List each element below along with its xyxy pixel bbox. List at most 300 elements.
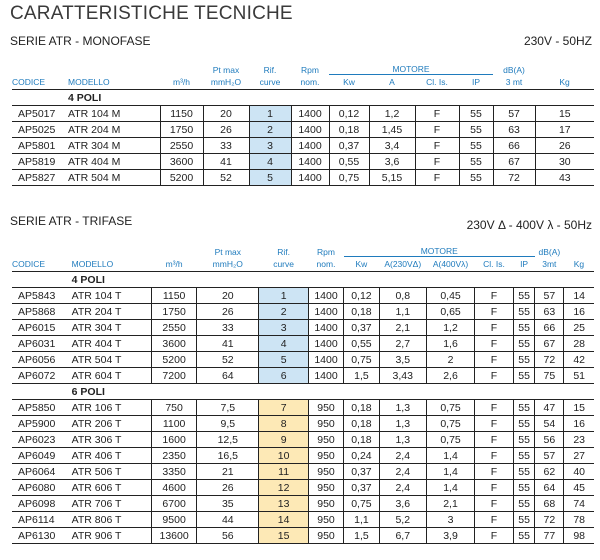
cell-modello: ATR 406 T	[66, 448, 152, 464]
cell-codice: AP6064	[12, 464, 66, 480]
cell-rpm: 1400	[308, 288, 343, 304]
cell-a230: 0,8	[379, 288, 426, 304]
cell-rif: 11	[259, 464, 308, 480]
cell-kw: 0,12	[344, 288, 379, 304]
cell-cl: F	[475, 512, 514, 528]
cell-codice: AP5868	[12, 304, 66, 320]
cell-kg: 42	[564, 352, 594, 368]
cell-rpm: 1400	[308, 320, 343, 336]
col-a230: A(230VΔ)	[379, 257, 426, 272]
cell-modello: ATR 504 M	[62, 170, 160, 186]
cell-kg: 27	[564, 448, 594, 464]
cell-ip: 55	[513, 416, 535, 432]
cell-codice: AP5843	[12, 288, 66, 304]
cell-rpm: 1400	[291, 106, 329, 122]
cell-a400: 0,75	[426, 400, 474, 416]
cell-ip: 55	[513, 288, 535, 304]
table-row	[12, 122, 594, 138]
cell-cl: F	[475, 416, 514, 432]
cell-kg: 15	[535, 106, 594, 122]
cell-a: 3,6	[369, 154, 415, 170]
cell-rpm: 950	[308, 464, 343, 480]
cell-a230: 2,4	[379, 480, 426, 496]
cell-db: 64	[535, 480, 564, 496]
cell-a230: 2,4	[379, 448, 426, 464]
table-row	[12, 304, 594, 320]
cell-rif: 3	[249, 138, 291, 154]
cell-db: 63	[493, 122, 535, 138]
cell-ip: 55	[513, 512, 535, 528]
cell-codice: AP6023	[12, 432, 66, 448]
cell-a400: 2,1	[426, 496, 474, 512]
cell-kg: 45	[564, 480, 594, 496]
cell-cl: F	[475, 304, 514, 320]
cell-a400: 1,4	[426, 480, 474, 496]
cell-modello: ATR 504 T	[66, 352, 152, 368]
cell-cl: F	[475, 336, 514, 352]
cell-kg: 16	[564, 304, 594, 320]
cell-kg: 26	[535, 138, 594, 154]
cell-m3h: 3600	[160, 154, 203, 170]
cell-m3h: 1750	[152, 304, 197, 320]
cell-db: 62	[535, 464, 564, 480]
cell-m3h: 1150	[152, 288, 197, 304]
cell-m3h: 5200	[160, 170, 203, 186]
cell-rpm: 1400	[308, 304, 343, 320]
cell-a230: 1,3	[379, 416, 426, 432]
series-mono-header	[10, 34, 592, 48]
cell-a400: 3,9	[426, 528, 474, 544]
cell-rpm: 950	[308, 528, 343, 544]
cell-db: 47	[535, 400, 564, 416]
col-m3h: m³/h	[152, 257, 197, 272]
col-db: dB(A)	[503, 64, 525, 75]
cell-kw: 0,75	[344, 496, 379, 512]
cell-rif: 10	[259, 448, 308, 464]
cell-a230: 1,3	[379, 400, 426, 416]
cell-modello: ATR 206 T	[66, 416, 152, 432]
col-ip: IP	[513, 257, 535, 272]
cell-rpm: 1400	[291, 170, 329, 186]
col-kg: Kg	[564, 257, 594, 272]
col-rpm: Rpm	[317, 246, 335, 257]
cell-rif: 13	[259, 496, 308, 512]
col-codice: CODICE	[12, 257, 66, 272]
cell-a230: 2,1	[379, 320, 426, 336]
cell-db: 67	[535, 336, 564, 352]
col-motore: MOTORE	[392, 64, 430, 74]
cell-rif: 12	[259, 480, 308, 496]
cell-a400: 0,75	[426, 432, 474, 448]
table-row	[12, 528, 594, 544]
cell-a400: 1,6	[426, 336, 474, 352]
cell-m3h: 4600	[152, 480, 197, 496]
series-tri-voltage: 230V Δ - 400V λ - 50Hz	[466, 218, 592, 232]
cell-pt: 35	[197, 496, 259, 512]
cell-modello: ATR 304 T	[66, 320, 152, 336]
cell-m3h: 9500	[152, 512, 197, 528]
series-tri-header	[10, 214, 592, 232]
cell-m3h: 1600	[152, 432, 197, 448]
cell-db: 75	[535, 368, 564, 384]
col-rif-sub: curve	[249, 75, 291, 90]
cell-codice: AP6098	[12, 496, 66, 512]
series-tri-title: SERIE ATR - TRIFASE	[10, 214, 133, 228]
table-row	[12, 352, 594, 368]
cell-cl: F	[415, 170, 459, 186]
col-rif: Rif.	[277, 246, 290, 257]
cell-kw: 0,75	[344, 352, 379, 368]
cell-pt: 41	[197, 336, 259, 352]
cell-ip: 55	[459, 138, 493, 154]
cell-pt: 21	[197, 464, 259, 480]
cell-a230: 3,43	[379, 368, 426, 384]
cell-codice: AP6031	[12, 336, 66, 352]
cell-kg: 74	[564, 496, 594, 512]
cell-rif: 4	[249, 154, 291, 170]
cell-kw: 0,18	[344, 416, 379, 432]
cell-pt: 52	[203, 170, 249, 186]
cell-rif: 1	[249, 106, 291, 122]
col-ptmax-unit: mmH₂O	[197, 257, 259, 272]
cell-db: 66	[535, 320, 564, 336]
page-title: CARATTERISTICHE TECNICHE	[10, 3, 293, 24]
col-kw: Kw	[344, 257, 379, 272]
cell-cl: F	[475, 496, 514, 512]
cell-a230: 1,3	[379, 432, 426, 448]
cell-modello: ATR 404 T	[66, 336, 152, 352]
cell-rif: 7	[259, 400, 308, 416]
cell-rif: 8	[259, 416, 308, 432]
col-ptmax: Pt max	[214, 246, 242, 257]
cell-pt: 52	[197, 352, 259, 368]
cell-cl: F	[475, 320, 514, 336]
cell-m3h: 6700	[152, 496, 197, 512]
cell-kw: 0,18	[344, 304, 379, 320]
cell-kg: 23	[564, 432, 594, 448]
cell-a400: 0,75	[426, 416, 474, 432]
cell-modello: ATR 204 M	[62, 122, 160, 138]
cell-cl: F	[475, 352, 514, 368]
cell-a230: 1,1	[379, 304, 426, 320]
cell-modello: ATR 104 T	[66, 288, 152, 304]
cell-a: 3,4	[369, 138, 415, 154]
cell-pt: 20	[203, 106, 249, 122]
col-rif: Rif.	[263, 64, 277, 75]
cell-kg: 16	[564, 416, 594, 432]
cell-a400: 2,6	[426, 368, 474, 384]
cell-db: 68	[535, 496, 564, 512]
cell-rpm: 950	[308, 480, 343, 496]
cell-codice: AP6080	[12, 480, 66, 496]
cell-kg: 51	[564, 368, 594, 384]
table-row	[12, 496, 594, 512]
col-rpm: Rpm	[301, 64, 319, 75]
cell-db: 63	[535, 304, 564, 320]
cell-ip: 55	[513, 448, 535, 464]
cell-rpm: 1400	[291, 122, 329, 138]
cell-codice: AP6049	[12, 448, 66, 464]
cell-pt: 56	[197, 528, 259, 544]
cell-kg: 40	[564, 464, 594, 480]
cell-a400: 3	[426, 512, 474, 528]
cell-a400: 0,65	[426, 304, 474, 320]
cell-modello: ATR 506 T	[66, 464, 152, 480]
cell-m3h: 2350	[152, 448, 197, 464]
cell-rpm: 1400	[291, 138, 329, 154]
col-rpm-sub: nom.	[291, 75, 329, 90]
cell-codice: AP6056	[12, 352, 66, 368]
cell-a400: 1,4	[426, 464, 474, 480]
group-label: 6 POLI	[66, 384, 594, 400]
cell-cl: F	[475, 480, 514, 496]
cell-pt: 7,5	[197, 400, 259, 416]
cell-modello: ATR 304 M	[62, 138, 160, 154]
series-mono-title: SERIE ATR - MONOFASE	[10, 34, 151, 48]
cell-a230: 3,5	[379, 352, 426, 368]
cell-cl: F	[475, 400, 514, 416]
cell-m3h: 2550	[152, 320, 197, 336]
cell-codice: AP6130	[12, 528, 66, 544]
cell-cl: F	[415, 122, 459, 138]
cell-kw: 0,37	[344, 464, 379, 480]
cell-codice: AP6072	[12, 368, 66, 384]
cell-m3h: 3600	[152, 336, 197, 352]
cell-rif: 5	[249, 170, 291, 186]
cell-a: 1,2	[369, 106, 415, 122]
cell-rpm: 950	[308, 512, 343, 528]
cell-kg: 17	[535, 122, 594, 138]
cell-rif: 2	[249, 122, 291, 138]
cell-a: 5,15	[369, 170, 415, 186]
cell-db: 54	[535, 416, 564, 432]
table-row	[12, 416, 594, 432]
cell-cl: F	[475, 528, 514, 544]
cell-kg: 15	[564, 400, 594, 416]
cell-db: 66	[493, 138, 535, 154]
cell-ip: 55	[513, 496, 535, 512]
cell-db: 77	[535, 528, 564, 544]
cell-kw: 1,5	[344, 528, 379, 544]
table-row	[12, 288, 594, 304]
col-codice: CODICE	[12, 75, 62, 90]
cell-codice: AP5819	[12, 154, 62, 170]
table-row	[12, 512, 594, 528]
col-cl: Cl. Is.	[415, 75, 459, 90]
col-db-sub: 3mt	[535, 257, 564, 272]
table-row	[12, 320, 594, 336]
table-row	[12, 154, 594, 170]
cell-kg: 98	[564, 528, 594, 544]
col-cl: Cl. Is.	[475, 257, 514, 272]
cell-modello: ATR 404 M	[62, 154, 160, 170]
cell-m3h: 1150	[160, 106, 203, 122]
cell-modello: ATR 806 T	[66, 512, 152, 528]
cell-kg: 28	[564, 336, 594, 352]
cell-pt: 64	[197, 368, 259, 384]
group-label: 4 POLI	[66, 272, 594, 288]
cell-rif: 3	[259, 320, 308, 336]
col-kg: Kg	[535, 75, 594, 90]
table-row	[12, 336, 594, 352]
cell-pt: 9,5	[197, 416, 259, 432]
col-a: A	[369, 75, 415, 90]
col-ptmax-unit: mmH₂O	[203, 75, 249, 90]
table-row	[12, 106, 594, 122]
cell-rif: 14	[259, 512, 308, 528]
cell-kg: 43	[535, 170, 594, 186]
cell-db: 67	[493, 154, 535, 170]
table-trifase	[12, 244, 594, 544]
cell-ip: 55	[459, 154, 493, 170]
cell-ip: 55	[513, 464, 535, 480]
col-motore: MOTORE	[420, 246, 458, 256]
cell-db: 57	[535, 448, 564, 464]
cell-kg: 30	[535, 154, 594, 170]
cell-cl: F	[475, 432, 514, 448]
cell-kg: 78	[564, 512, 594, 528]
cell-a230: 3,6	[379, 496, 426, 512]
cell-ip: 55	[513, 336, 535, 352]
cell-rpm: 1400	[308, 368, 343, 384]
cell-codice: AP5850	[12, 400, 66, 416]
col-m3h: m³/h	[160, 75, 203, 90]
cell-kw: 0,18	[329, 122, 369, 138]
cell-ip: 55	[513, 352, 535, 368]
cell-rif: 4	[259, 336, 308, 352]
cell-ip: 55	[513, 368, 535, 384]
cell-pt: 26	[197, 304, 259, 320]
cell-pt: 41	[203, 154, 249, 170]
col-a400: A(400Vλ)	[426, 257, 474, 272]
cell-pt: 44	[197, 512, 259, 528]
col-ip: IP	[459, 75, 493, 90]
table-row	[12, 138, 594, 154]
cell-modello: ATR 104 M	[62, 106, 160, 122]
cell-db: 57	[535, 288, 564, 304]
cell-codice: AP5025	[12, 122, 62, 138]
cell-rif: 9	[259, 432, 308, 448]
cell-m3h: 7200	[152, 368, 197, 384]
cell-pt: 20	[197, 288, 259, 304]
cell-m3h: 13600	[152, 528, 197, 544]
cell-rif: 2	[259, 304, 308, 320]
cell-a400: 1,4	[426, 448, 474, 464]
cell-ip: 55	[513, 400, 535, 416]
table-row	[12, 368, 594, 384]
cell-kw: 1,1	[344, 512, 379, 528]
cell-a230: 6,7	[379, 528, 426, 544]
cell-cl: F	[475, 448, 514, 464]
cell-ip: 55	[513, 304, 535, 320]
cell-kg: 25	[564, 320, 594, 336]
cell-db: 72	[493, 170, 535, 186]
cell-codice: AP5827	[12, 170, 62, 186]
cell-codice: AP6114	[12, 512, 66, 528]
cell-rif: 5	[259, 352, 308, 368]
series-mono-voltage: 230V - 50HZ	[523, 34, 592, 48]
cell-a230: 2,4	[379, 464, 426, 480]
cell-kw: 1,5	[344, 368, 379, 384]
cell-rpm: 950	[308, 400, 343, 416]
table-monofase	[12, 62, 594, 186]
cell-kw: 0,18	[344, 400, 379, 416]
cell-kw: 0,37	[344, 320, 379, 336]
col-kw: Kw	[329, 75, 369, 90]
cell-modello: ATR 204 T	[66, 304, 152, 320]
cell-ip: 55	[513, 432, 535, 448]
cell-m3h: 3350	[152, 464, 197, 480]
cell-kw: 0,55	[344, 336, 379, 352]
cell-db: 56	[535, 432, 564, 448]
col-modello: MODELLO	[66, 257, 152, 272]
cell-modello: ATR 306 T	[66, 432, 152, 448]
col-db-sub: 3 mt	[493, 75, 535, 90]
cell-ip: 55	[513, 320, 535, 336]
cell-m3h: 750	[152, 400, 197, 416]
cell-a230: 5,2	[379, 512, 426, 528]
cell-a400: 0,45	[426, 288, 474, 304]
cell-pt: 33	[203, 138, 249, 154]
col-db: dB(A)	[538, 246, 561, 257]
table-row	[12, 170, 594, 186]
cell-a: 1,45	[369, 122, 415, 138]
cell-db: 57	[493, 106, 535, 122]
cell-kw: 0,24	[344, 448, 379, 464]
cell-m3h: 2550	[160, 138, 203, 154]
cell-modello: ATR 106 T	[66, 400, 152, 416]
cell-pt: 16,5	[197, 448, 259, 464]
cell-cl: F	[415, 138, 459, 154]
cell-modello: ATR 606 T	[66, 480, 152, 496]
cell-rpm: 950	[308, 432, 343, 448]
table-row	[12, 400, 594, 416]
cell-db: 72	[535, 352, 564, 368]
table-row	[12, 432, 594, 448]
cell-rpm: 950	[308, 448, 343, 464]
cell-rpm: 1400	[308, 352, 343, 368]
cell-pt: 26	[203, 122, 249, 138]
col-ptmax: Pt max	[212, 64, 240, 75]
cell-rif: 1	[259, 288, 308, 304]
cell-kg: 14	[564, 288, 594, 304]
cell-codice: AP5017	[12, 106, 62, 122]
cell-kw: 0,12	[329, 106, 369, 122]
table-row	[12, 448, 594, 464]
cell-ip: 55	[513, 480, 535, 496]
cell-a230: 2,7	[379, 336, 426, 352]
cell-cl: F	[415, 106, 459, 122]
cell-codice: AP5801	[12, 138, 62, 154]
cell-cl: F	[415, 154, 459, 170]
cell-kw: 0,37	[329, 138, 369, 154]
table-row	[12, 480, 594, 496]
cell-pt: 33	[197, 320, 259, 336]
cell-pt: 12,5	[197, 432, 259, 448]
group-label: 4 POLI	[62, 90, 594, 106]
cell-a400: 1,2	[426, 320, 474, 336]
cell-cl: F	[475, 464, 514, 480]
cell-a400: 2	[426, 352, 474, 368]
cell-modello: ATR 906 T	[66, 528, 152, 544]
cell-rpm: 950	[308, 416, 343, 432]
cell-kw: 0,37	[344, 480, 379, 496]
col-modello: MODELLO	[62, 75, 160, 90]
cell-rpm: 1400	[291, 154, 329, 170]
col-rif-sub: curve	[259, 257, 308, 272]
cell-ip: 55	[459, 106, 493, 122]
cell-kw: 0,75	[329, 170, 369, 186]
